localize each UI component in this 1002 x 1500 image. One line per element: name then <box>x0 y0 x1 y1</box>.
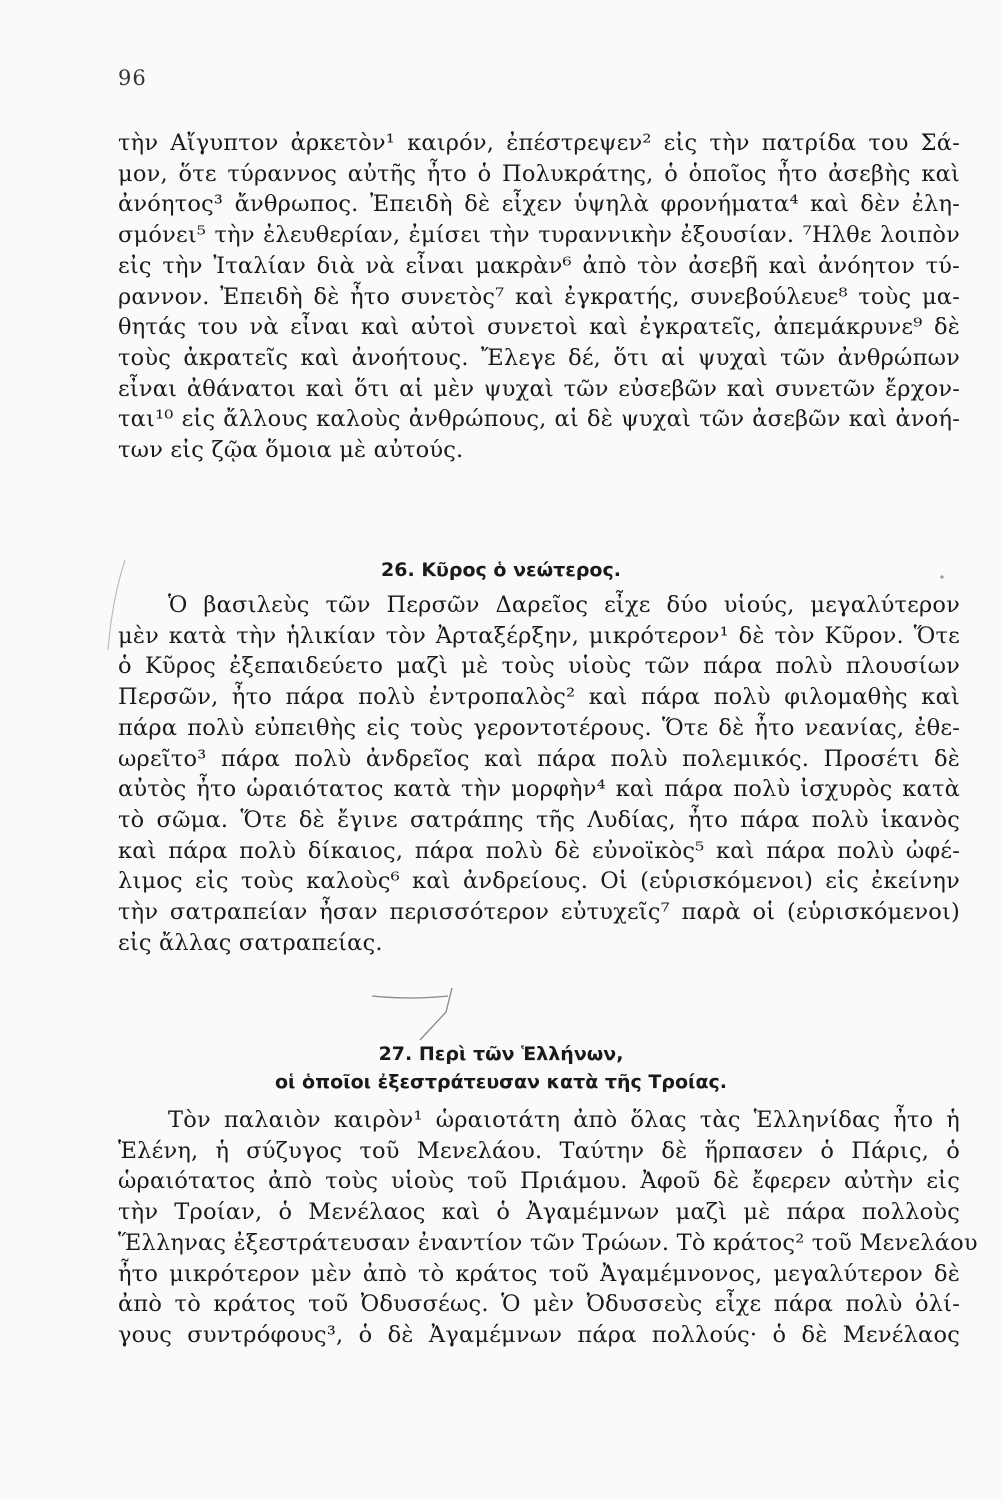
text-line: Ἕλληνας ἐξεστράτευσαν ἐναντίον τῶν Τρώων. Τὸ κράτος² τοῦ Μενελάου <box>118 1229 978 1256</box>
section-heading-26 <box>0 556 1002 584</box>
section-title: Κῦρος ὁ νεώτερος. <box>421 559 621 581</box>
paragraph-cyrus <box>118 590 960 958</box>
text-line: τοὺς ἀκρατεῖς καὶ ἀνοήτους. Ἔλεγε δέ, ὅτι αἱ ψυχαὶ τῶν ἀνθρώπων <box>118 344 960 371</box>
text-line: γους συντρόφους³, ὁ δὲ Ἀγαμέμνων πάρα πολλούς· ὁ δὲ Μενέλαος <box>118 1321 960 1348</box>
section-heading-27 <box>0 1040 1002 1096</box>
text-line: θητάς του νὰ εἶναι καὶ αὐτοὶ συνετοὶ καὶ ἐγκρατεῖς, ἀπεμάκρυνε⁹ δὲ <box>118 314 960 341</box>
text-line: ὡραιότατος ἀπὸ τοὺς υἱοὺς τοῦ Πριάμου. Ἀφοῦ δὲ ἔφερεν αὐτὴν εἰς <box>118 1168 960 1195</box>
text-line: ἦτο μικρότερον μὲν ἀπὸ τὸ κράτος τοῦ Ἀγαμέμνονος, μεγαλύτερον δὲ <box>118 1260 960 1287</box>
text-line: τὸ σῶμα. Ὅτε δὲ ἔγινε σατράπης τῆς Λυδίας, ἦτο πάρα πολὺ ἱκανὸς <box>118 806 960 833</box>
text-line: μον, ὅτε τύραννος αὐτῆς ἦτο ὁ Πολυκράτης, ὁ ὁποῖος ἦτο ἀσεβὴς καὶ <box>118 160 960 187</box>
text-line: Τὸν παλαιὸν καιρὸν¹ ὡραιοτάτη ἀπὸ ὅλας τὰς Ἑλληνίδας ἦτο ἡ <box>168 1107 960 1133</box>
page-number: 96 <box>118 66 147 90</box>
section-title-line-2: οἱ ὁποῖοι ἐξεστράτευσαν κατὰ τῆς Τροίας. <box>274 1071 727 1093</box>
text-line: ἀπὸ τὸ κράτος τοῦ Ὀδυσσέως. Ὁ μὲν Ὀδυσσεὺς εἶχε πάρα πολὺ ὀλί- <box>118 1291 960 1318</box>
section-number: 26. <box>381 559 415 581</box>
text-line: αὐτὸς ἦτο ὡραιότατος κατὰ τὴν μορφὴν⁴ καὶ πάρα πολὺ ἰσχυρὸς κατὰ <box>118 776 960 803</box>
paragraph-pythagoras <box>118 128 960 466</box>
text-line: Ὁ βασιλεὺς τῶν Περσῶν Δαρεῖος εἶχε δύο υἱούς, μεγαλύτερον <box>168 592 960 618</box>
text-line: ται¹⁰ εἰς ἄλλους καλοὺς ἀνθρώπους, αἱ δὲ ψυχαὶ τῶν ἀσεβῶν καὶ ἀνοή- <box>118 406 960 433</box>
text-line: εἰς ἄλλας σατραπείας. <box>118 929 383 956</box>
text-line: ωρεῖτο³ πάρα πολὺ ἀνδρεῖος καὶ πάρα πολὺ πολεμικός. Προσέτι δὲ <box>118 745 960 772</box>
text-line: τὴν Αἴγυπτον ἀρκετὸν¹ καιρόν, ἐπέστρεψεν² εἰς τὴν πατρίδα του Σά- <box>118 130 960 156</box>
text-line: καὶ πάρα πολὺ δίκαιος, πάρα πολὺ δὲ εὐνοϊκὸς⁵ καὶ πάρα πολὺ ὠφέ- <box>118 837 960 864</box>
text-line: Ἑλένη, ἡ σύζυγος τοῦ Μενελάου. Ταύτην δὲ ἥρπασεν ὁ Πάρις, ὁ <box>118 1137 960 1164</box>
text-line: μὲν κατὰ τὴν ἡλικίαν τὸν Ἀρταξέρξην, μικρότερον¹ δὲ τὸν Κῦρον. Ὅτε <box>118 622 960 649</box>
section-number: 27. <box>378 1043 413 1065</box>
pencil-stroke <box>372 996 448 998</box>
text-line: τὴν Τροίαν, ὁ Μενέλαος καὶ ὁ Ἀγαμέμνων μαζὶ μὲ πάρα πολλοὺς <box>118 1199 960 1226</box>
section-title-line-1: Περὶ τῶν Ἑλλήνων, <box>418 1043 624 1065</box>
text-line: ὁ Κῦρος ἐξεπαιδεύετο μαζὶ μὲ τοὺς υἱοὺς τῶν πάρα πολὺ πλουσίων <box>118 653 960 680</box>
text-line: των εἰς ζῷα ὅμοια μὲ αὐτούς. <box>118 437 464 464</box>
text-line: τὴν σατραπείαν ἦσαν περισσότερον εὐτυχεῖς⁷ παρὰ οἱ (εὑρισκόμενοι) <box>118 899 960 926</box>
pencil-stroke <box>420 988 452 1040</box>
paragraph-greeks-troy <box>118 1105 978 1351</box>
text-line: Περσῶν, ἦτο πάρα πολὺ ἐντροπαλὸς² καὶ πάρα πολὺ φιλομαθὴς καὶ <box>118 684 960 711</box>
text-line: εἰς τὴν Ἰταλίαν διὰ νὰ εἶναι μακρὰν⁶ ἀπὸ τὸν ἀσεβῆ καὶ ἀνόητον τύ- <box>118 252 960 279</box>
text-line: εἶναι ἀθάνατοι καὶ ὅτι αἱ μὲν ψυχαὶ τῶν εὐσεβῶν καὶ συνετῶν ἔρχον- <box>118 375 960 402</box>
text-line: ραννον. Ἐπειδὴ δὲ ἦτο συνετὸς⁷ καὶ ἐγκρατής, συνεβούλευε⁸ τοὺς μα- <box>118 283 960 310</box>
text-line: λιμος εἰς τοὺς καλοὺς⁶ καὶ ἀνδρείους. Οἱ (εὑρισκόμενοι) εἰς ἐκείνην <box>118 868 960 895</box>
text-line: ἀνόητος³ ἄνθρωπος. Ἐπειδὴ δὲ εἶχεν ὑψηλὰ φρονήματα⁴ καὶ δὲν ἐλη- <box>118 191 960 218</box>
text-line: πάρα πολὺ εὐπειθὴς εἰς τοὺς γεροντοτέρους. Ὅτε δὲ ἦτο νεανίας, ἐθε- <box>118 714 960 741</box>
text-line: σμόνει⁵ τὴν ἐλευθερίαν, ἐμίσει τὴν τυραννικὴν ἐξουσίαν. ⁷Ηλθε λοιπὸν <box>118 222 960 249</box>
